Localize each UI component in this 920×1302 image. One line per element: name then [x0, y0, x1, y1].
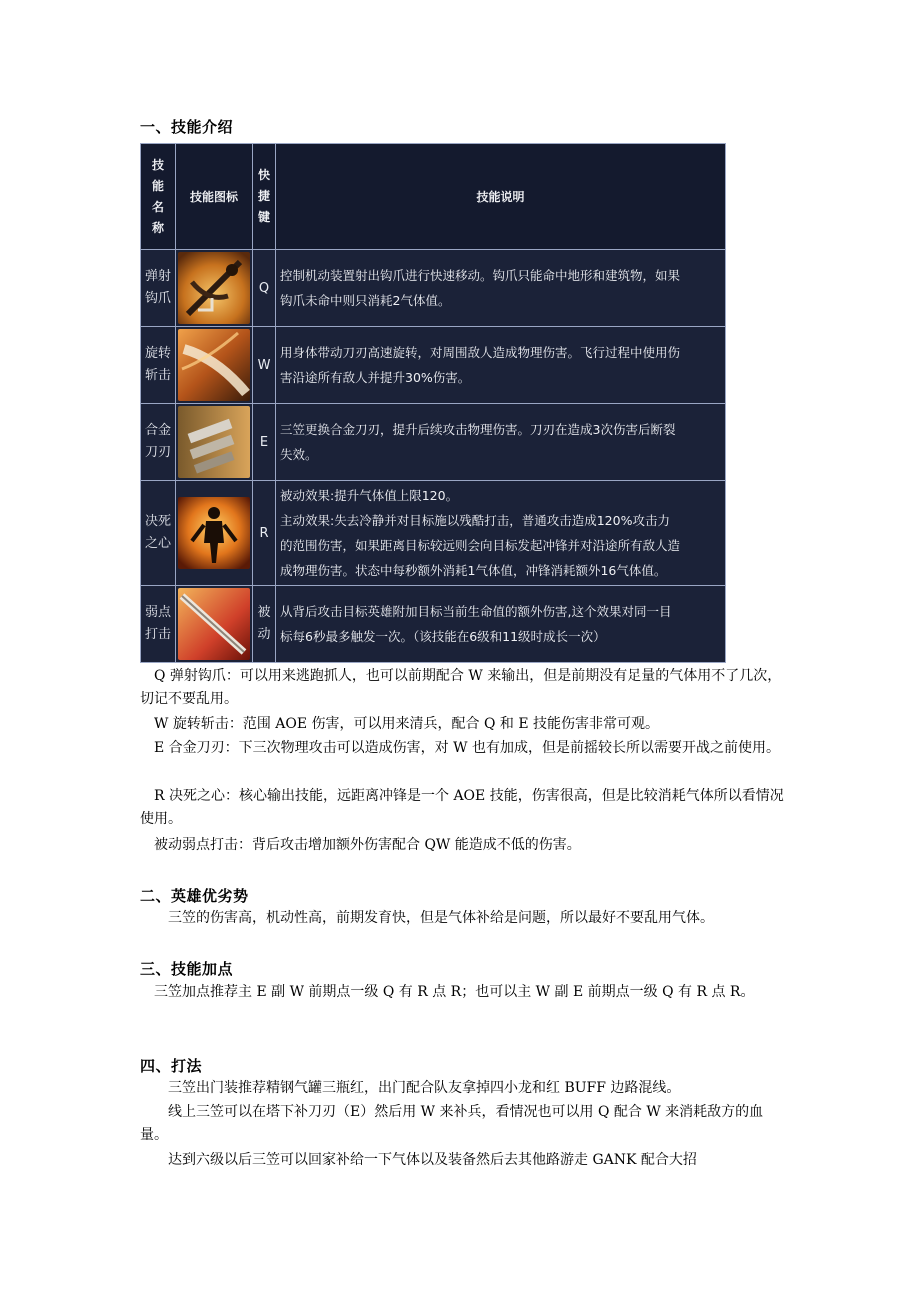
- skill-hotkey: Q: [253, 250, 276, 327]
- paragraph-e: E 合金刀刃：下三次物理攻击可以造成伤害，对 W 也有加成，但是前摇较长所以需要开战之前使用。: [154, 740, 780, 756]
- paragraph-r: R 决死之心：核心输出技能，远距离冲锋是一个 AOE 技能，伤害很高，但是比较消耗气体所以看情况使用。: [140, 788, 784, 827]
- paragraph-roaming: 达到六级以后三笠可以回家补给一下气体以及装备然后去其他路游走 GANK 配合大招: [168, 1152, 697, 1168]
- grappling-hook-icon: [178, 252, 250, 324]
- table-row: [141, 586, 726, 663]
- skill-hotkey: W: [253, 327, 276, 404]
- alloy-blade-icon: [178, 406, 250, 478]
- spin-slash-icon: [178, 329, 250, 401]
- skill-table: [140, 143, 726, 663]
- paragraph-q: Q 弹射钩爪：可以用来逃跑抓人，也可以前期配合 W 来输出，但是前期没有足量的气体用不了几次，切记不要乱用。: [140, 668, 782, 707]
- skill-hotkey: 被 动: [253, 586, 276, 663]
- skill-name: 弹射 钩爪: [141, 250, 176, 327]
- section-heading-strengths: 二、英雄优劣势: [140, 887, 249, 905]
- paragraph-laning: 线上三笠可以在塔下补刀刃（E）然后用 W 来补兵，看情况也可以用 Q 配合 W 来消耗敌方的血量。: [140, 1104, 764, 1143]
- section-heading-playstyle: 四、打法: [140, 1057, 203, 1075]
- header-skill-name: 技 能 名 称: [141, 144, 176, 250]
- table-row: [141, 250, 726, 327]
- table-row: [141, 327, 726, 404]
- header-skill-icon: 技能图标: [176, 144, 253, 250]
- skill-description: 被动效果:提升气体值上限120。 主动效果:失去冷静并对目标施以残酷打击，普通攻击造成120%攻击力 的范围伤害，如果距离目标较远则会向目标发起冲锋并对沿途所有敌人造 成物理伤害。状态中每秒额外消耗1气体值，冲锋消耗额外16气体值。: [276, 481, 726, 586]
- skill-name: 合金 刀刃: [141, 404, 176, 481]
- paragraph-w: W 旋转斩击：范围 AOE 伤害，可以用来清兵，配合 Q 和 E 技能伤害非常可观。: [154, 716, 660, 732]
- skill-description: 从背后攻击目标英雄附加目标当前生命值的额外伤害,这个效果对同一目 标每6秒最多触发一次。（该技能在6级和11级时成长一次）: [276, 586, 726, 663]
- paragraph-passive: 被动弱点打击：背后攻击增加额外伤害配合 QW 能造成不低的伤害。: [154, 837, 581, 853]
- paragraph-starting-items: 三笠出门装推荐精钢气罐三瓶红，出门配合队友拿掉四小龙和红 BUFF 边路混线。: [168, 1080, 681, 1096]
- table-header-row: [141, 144, 726, 250]
- skill-hotkey: R: [253, 481, 276, 586]
- weakpoint-strike-icon: [178, 588, 250, 660]
- table-row: [141, 404, 726, 481]
- skill-description: 三笠更换合金刀刃，提升后续攻击物理伤害。刀刃在造成3次伤害后断裂 失效。: [276, 404, 726, 481]
- paragraph-skill-order: 三笠加点推荐主 E 副 W 前期点一级 Q 有 R 点 R；也可以主 W 副 E 前期点一级 Q 有 R 点 R。: [154, 984, 755, 1000]
- section-heading-skills: 一、技能介绍: [140, 118, 234, 136]
- header-hotkey: 快 捷 键: [253, 144, 276, 250]
- table-row: [141, 481, 726, 586]
- skill-name: 弱点 打击: [141, 586, 176, 663]
- skill-description: 控制机动装置射出钩爪进行快速移动。钩爪只能命中地形和建筑物，如果 钩爪未命中则只消耗2气体值。: [276, 250, 726, 327]
- skill-name: 旋转 斩击: [141, 327, 176, 404]
- paragraph-strengths: 三笠的伤害高，机动性高，前期发育快，但是气体补给是问题，所以最好不要乱用气体。: [168, 910, 714, 926]
- section-heading-skill-order: 三、技能加点: [140, 960, 234, 978]
- deadly-heart-icon: [178, 497, 250, 569]
- skill-hotkey: E: [253, 404, 276, 481]
- skill-description: 用身体带动刀刃高速旋转，对周围敌人造成物理伤害。飞行过程中使用伤 害沿途所有敌人并提升30%伤害。: [276, 327, 726, 404]
- header-skill-description: 技能说明: [276, 144, 726, 250]
- skill-name: 决死 之心: [141, 481, 176, 586]
